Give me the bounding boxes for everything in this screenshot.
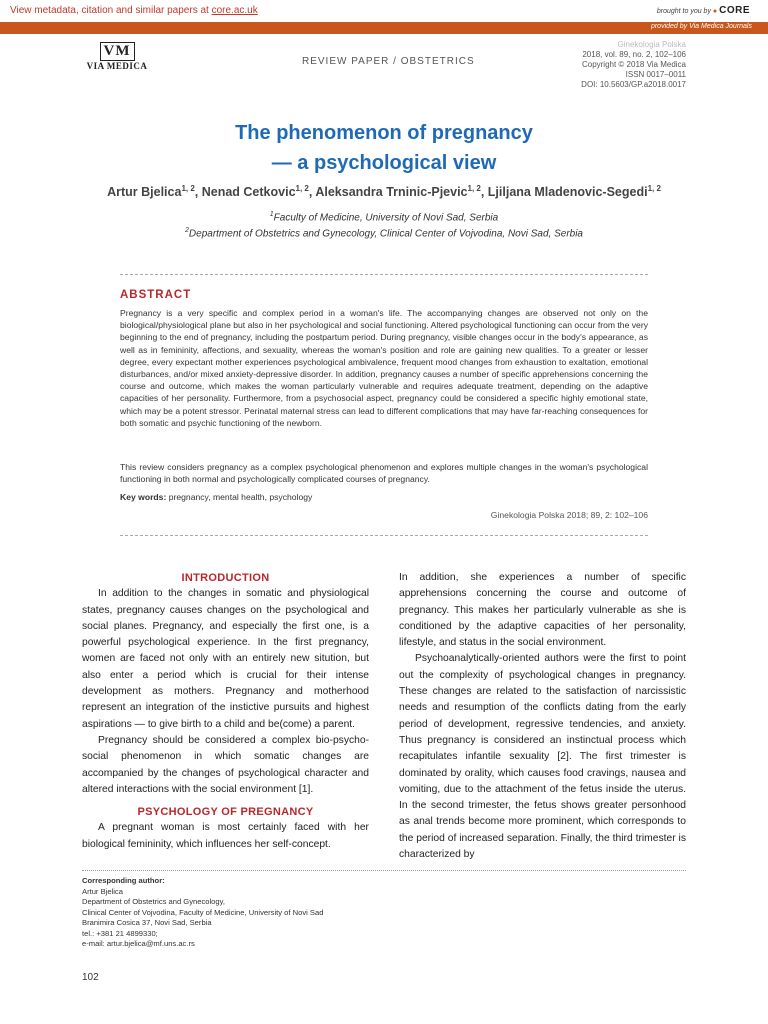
publication-info	[582, 40, 686, 80]
abstract-paragraph-2: This review considers pregnancy as a complex psychological phenomenon and explores multiple changes in the woman's psychological functioning in both normal and psychologically complicated courses of pregnancy.	[120, 462, 648, 485]
correspondence-email[interactable]: e-mail: artur.bjelica@mf.uns.ac.rs	[82, 939, 195, 948]
correspondence-block	[82, 876, 323, 950]
correspondence-line: Artur Bjelica	[82, 886, 123, 896]
author: Aleksandra Trninic-Pjevic	[315, 185, 468, 200]
correspondence-line: Department of Obstetrics and Gynecology,	[82, 897, 225, 906]
title-line-1: The phenomenon of pregnancy	[235, 122, 533, 144]
correspondence-label: Corresponding author:	[82, 876, 165, 885]
core-logo-text: CORE	[719, 5, 750, 16]
pub-issn: ISSN 0017–0011	[625, 70, 686, 79]
affiliation-sup: 2	[185, 227, 189, 234]
divider-bottom	[120, 535, 648, 536]
pub-volume: 2018, vol. 89, no. 2, 102–106	[582, 50, 686, 59]
core-provider-strip	[0, 22, 768, 34]
keywords-label: Key words:	[120, 492, 167, 502]
affiliation-sup: 1	[269, 211, 274, 218]
pub-journal: Ginekologia Polska	[617, 40, 686, 49]
heading-introduction: INTRODUCTION	[181, 572, 270, 584]
abstract-paragraph-1: Pregnancy is a very specific and complex period in a woman's life. The accompanying changes are observed not only on the biological/physiological plane but also in her psychological and social functioning. Altered psychological functioning can occur from the very beginning to the end of pregnancy, including the postpartum period. During pregnancy, visible changes occur in the body's appearance, as well as in femininity, affections, and sexuality, whereas the woman's position and role are gaining new qualities. To a greater or lesser degree, every expectant mother experiences psychological ambivalence, frequent mood changes from exhaustion to exaltation, emotional disturbances, and/or mixed anxiety-depressive disorder. In addition, pregnancy causes a number of specific apprehensions concerning the course and outcome, which makes the woman particularly vulnerable and requires adequate treatment, depending on the adaptive capacities of her personality. Furthermore, from a psychosocial aspect, pregnancy could be considered a specific highly emotional state, which may be a potent stressor. Perinatal maternal stress can lead to different complications that may have far-reaching consequences for both somatic and psychic functioning of the newborn.	[120, 308, 648, 428]
author-list: Artur Bjelica$^{1, 2}$, Nenad Cetkovic$^{1, 2}$, Aleksandra Trninic-Pjevic$^{1, 2}$, Ljiljana Mladenovic-Segedi$^{1, 2}$	[107, 184, 661, 200]
body-paragraph: Psychoanalytically-oriented authors were the first to point out the complexity of psychological changes in pregnancy. These changes are related to the satisfaction of narcissistic needs and resumption of the conflicts dating from the early period of development, regressive tendencies, and anxiety. Thus pregnancy is considered an instinctual process which recapitulates infantile sexuality [2]. The first trimester is dominated by orality, which causes food cravings, nausea and vomiting, due to the attachment of the fetus inside the uterus. In the second trimester, the fetus shows greater personhood as anal trends become more prominent, which corresponds to the period of increased separation. Finally, the third trimester is characterized by	[399, 653, 686, 861]
author-sup: 1, 2	[647, 184, 661, 193]
author-sup: 1, 2	[181, 184, 195, 193]
logo-mark: VM	[100, 42, 135, 61]
body-paragraph: Pregnancy should be considered a complex bio-psycho-social phenomenon in which somatic changes are accompanied by the changes of psychological character and altered interactions with the social environment [1].	[82, 734, 369, 795]
affiliation-text: Faculty of Medicine, University of Novi Sad, Serbia	[273, 212, 499, 224]
heading-psychology-of-pregnancy: PSYCHOLOGY OF PREGNANCY	[137, 806, 314, 819]
keywords	[120, 492, 312, 502]
core-brought-by: brought to you by ● CORE	[656, 5, 750, 16]
doi: DOI: 10.5603/GP.a2018.0017	[581, 80, 686, 89]
correspondence-line: Clinical Center of Vojvodina, Faculty of Medicine, University of Novi Sad	[82, 907, 324, 917]
author-sup: 1, 2	[295, 184, 309, 193]
logo-name: VIA MEDICA	[86, 61, 148, 71]
body-paragraph: In addition, she experiences a number of specific apprehensions concerning the course and outcome of pregnancy. This makes her particularly vulnerable as she is conditioned by the adaptive capacities of her personality, lifestyle, and status in the social environment.	[399, 572, 686, 649]
body-paragraph: In addition to the changes in somatic and physiological states, pregnancy causes changes on the psychological and social planes. Pregnancy, and especially the first one, is a powerful psychological experience. In the first pregnancy, women are faced not only with an entirely new sitution, but also enter a period which is crucial for their intense development as mothers. Pregnancy and motherhood represent an integration of the instictive pursuits and highest aspirations — to give birth to a child and be(come) a parent.	[82, 588, 369, 730]
section-tag: REVIEW PAPER / OBSTETRICS	[302, 56, 475, 67]
author: Nenad Cetkovic	[201, 185, 296, 200]
title-line-2: — a psychological view	[271, 152, 497, 174]
core-metadata-text: View metadata, citation and similar papers at core.ac.uk	[10, 5, 258, 16]
core-logo-icon: ●	[712, 8, 718, 15]
author: Artur Bjelica	[107, 185, 182, 200]
affiliation-text: Department of Obstetrics and Gynecology, Clinical Center of Vojvodina, Novi Sad, Serbia	[188, 228, 583, 240]
author-sup: 1, 2	[467, 184, 481, 193]
core-banner	[0, 0, 768, 23]
right-column	[399, 570, 686, 863]
keywords-text: pregnancy, mental health, psychology	[166, 492, 313, 502]
body-paragraph: A pregnant woman is most certainly faced with her biological femininity, which influences her self-concept.	[82, 822, 369, 850]
left-column	[82, 570, 369, 853]
article-title	[0, 118, 768, 178]
author: Ljiljana Mladenovic-Segedi	[487, 185, 648, 200]
abstract-heading: ABSTRACT	[120, 289, 192, 301]
affiliation-2	[0, 227, 768, 239]
core-link[interactable]: core.ac.uk	[211, 5, 258, 16]
correspondence-divider	[82, 870, 686, 871]
affiliation-1	[0, 211, 768, 223]
divider-top	[120, 274, 648, 275]
correspondence-line: Branimira Cosica 37, Novi Sad, Serbia	[82, 918, 212, 927]
correspondence-line: tel.: +381 21 4899330;	[82, 928, 158, 938]
core-provided-by: provided by Via Medica Journals	[650, 23, 752, 30]
citation: Ginekologia Polska 2018; 89, 2: 102–106	[490, 510, 648, 520]
pub-copyright: Copyright © 2018 Via Medica	[581, 60, 686, 69]
via-medica-logo	[82, 42, 152, 71]
page-number: 102	[82, 972, 99, 983]
